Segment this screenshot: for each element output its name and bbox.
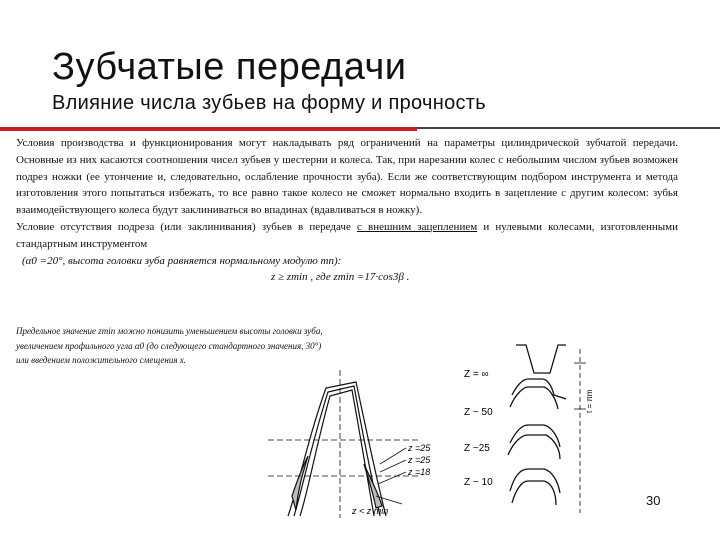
tooth-count-figure [462, 343, 600, 519]
paragraph-1: Условия производства и функционирования могут накладывать ряд ограничений на параметры цилиндрической зубчатой передачи. Основные из них касаются соотношения чисел зубьев у шестерни и колеса. Так, при нарезании колес с небольшим числом зубьев возможен подрез ножки (ее утончение и, следовательно, ослабление прочности зуба). Если же соответствующим подбором инструмента и метода изготовления этого попытаться избежать, то все равно такое колесо не сможет нормально входить в зацепление с другим колесом: зубья взаимодействующего колеса будут заклиниваться во впадинах (вдавливаться в ножку). [16, 137, 678, 217]
paragraph-2 [16, 219, 678, 253]
paragraph-2-end: и нулевыми колесами, изготовленными стандартным инструментом [16, 220, 679, 250]
label-pitch: t = πm [585, 389, 594, 413]
formula-line: z ≥ zmin , где zmin =17·cos3β . [271, 271, 410, 284]
title-rule-line [417, 127, 720, 129]
label-z-min: z < z min [352, 506, 389, 516]
label-z-infinity: Z = ∞ [464, 369, 489, 380]
label-z-25: Z ~25 [464, 443, 490, 454]
label-z-10: Z ~ 10 [464, 477, 493, 488]
note-line-3: или введением положительного смещения x. [16, 355, 187, 365]
label-z-1: z =25 [408, 443, 431, 453]
note-text [16, 324, 436, 368]
condition-line: (α0 =20°, высота головки зуба равняется нормальному модулю mn): [22, 254, 342, 267]
body-text [16, 135, 678, 286]
paragraph-2-underlined: с внешним зацеплением [356, 220, 478, 233]
slide-subtitle: Влияние числа зубьев на форму и прочность [52, 92, 486, 114]
note-line-2: увеличением профильного угла α0 (до следующего стандартного значения, 30°) [16, 340, 322, 351]
label-z-2: z =25 [408, 455, 431, 465]
page-number: 30 [646, 493, 661, 508]
label-z-50: Z ~ 50 [464, 407, 493, 418]
note-line-1: Предельное значение zmin можно понизить уменьшением высоты головки зуба, [16, 326, 323, 336]
tooth-profile-figure [268, 368, 478, 522]
slide-title: Зубчатые передачи [52, 46, 407, 88]
label-z-3: z =18 [408, 467, 431, 477]
paragraph-2-start: Условие отсутствия подреза (или заклинивания) зубьев в передаче [16, 220, 357, 233]
title-rule-accent [0, 127, 417, 131]
